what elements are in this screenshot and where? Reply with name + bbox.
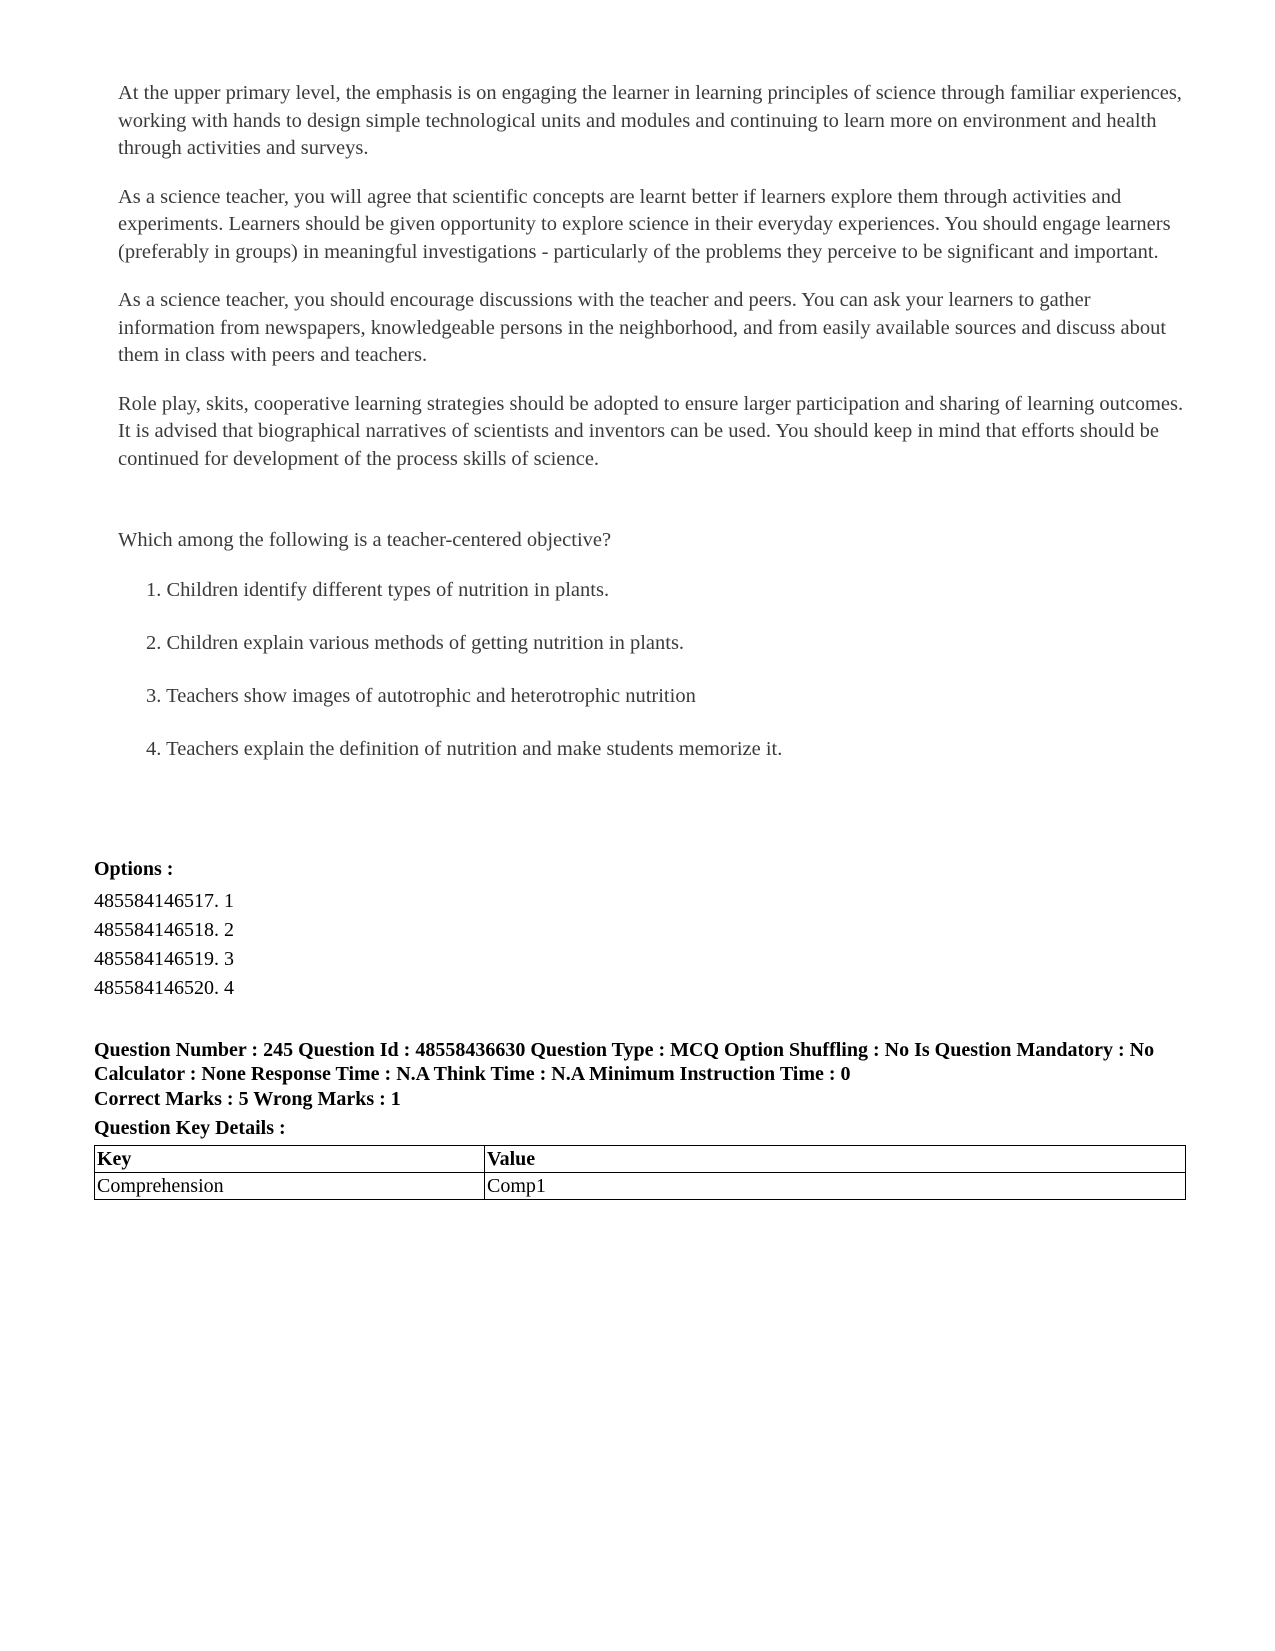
option-item: 485584146520. 4	[94, 977, 234, 999]
table-cell-value: Comp1	[485, 1173, 1186, 1200]
option-item: 485584146519. 3	[94, 948, 234, 970]
option-item: 485584146517. 1	[94, 890, 234, 912]
choice-item: 1. Children identify different types of nutrition in plants.	[146, 578, 610, 601]
question-marks: Correct Marks : 5 Wrong Marks : 1	[94, 1088, 401, 1110]
options-list	[94, 887, 234, 1003]
passage-paragraph: Role play, skits, cooperative learning strategies should be adopted to ensure larger participation and sharing of learning outcomes. It is advised that biographical narratives of scientists and inventors can be used. You should keep in mind that efforts should be continued for development of the process skills of science.	[118, 392, 1184, 470]
passage-image	[118, 80, 1188, 789]
passage-paragraph: At the upper primary level, the emphasis is on engaging the learner in learning principles of science through familiar experiences, working with hands to design simple technological units and modules and continuing to learn more on environment and health through activities and surveys.	[118, 82, 1182, 159]
table-header-key: Key	[95, 1146, 485, 1173]
choice-item: 3. Teachers show images of autotrophic and heterotrophic nutrition	[146, 684, 696, 707]
question-meta: Question Number : 245 Question Id : 48558436630 Question Type : MCQ Option Shuffling : No Is Question Mandatory : No Calculator : None Response Time : N.A Think Time : N.A Minimum Instruction Time : 0	[94, 1039, 1155, 1085]
key-table	[94, 1145, 1186, 1200]
table-header-value: Value	[485, 1146, 1186, 1173]
options-title: Options :	[94, 858, 174, 880]
choice-item: 4. Teachers explain the definition of nutrition and make students memorize it.	[146, 737, 783, 760]
choice-list	[118, 577, 1188, 763]
choice-item: 2. Children explain various methods of getting nutrition in plants.	[146, 631, 685, 654]
question-text: Which among the following is a teacher-centered objective?	[118, 529, 612, 551]
table-cell-key: Comprehension	[95, 1173, 485, 1200]
table-row	[95, 1173, 1186, 1200]
table-header-row	[95, 1146, 1186, 1173]
option-item: 485584146518. 2	[94, 919, 234, 941]
key-details-title: Question Key Details :	[94, 1117, 286, 1139]
passage-paragraph: As a science teacher, you will agree that scientific concepts are learnt better if learners explore them through activities and experiments. Learners should be given opportunity to explore science in their everyday experiences. You should engage learners (preferably in groups) in meaningful investigations - particularly of the problems they perceive to be significant and important.	[118, 185, 1171, 263]
passage-paragraph: As a science teacher, you should encourage discussions with the teacher and peers. You can ask your learners to gather information from newspapers, knowledgeable persons in the neighborhood, and from easily available sources and discuss about them in class with peers and teachers.	[118, 289, 1167, 366]
